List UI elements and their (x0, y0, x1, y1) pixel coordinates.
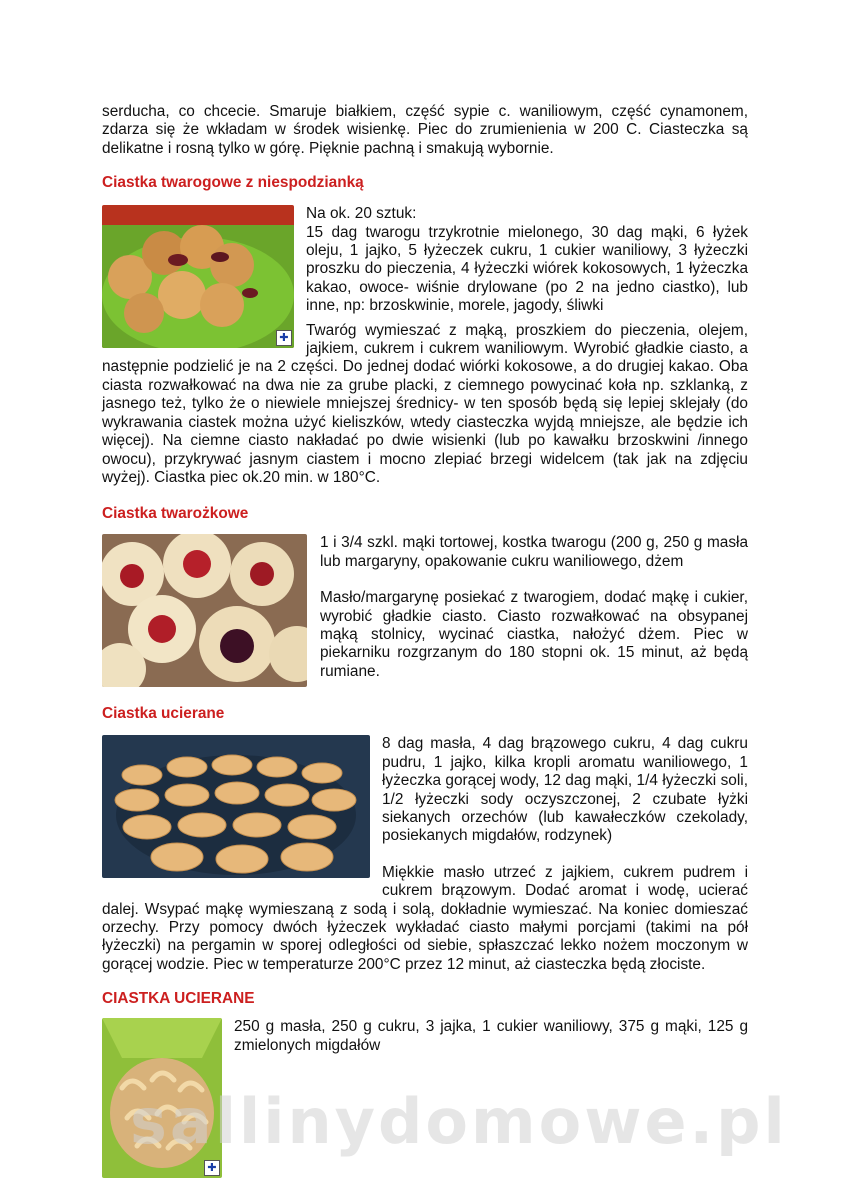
cookie-photo-twarogowe (102, 205, 294, 348)
watermark: sallinydomowe.pl (130, 1085, 788, 1158)
recipe-title: Ciastka ucierane (102, 705, 225, 723)
enlarge-icon: ✚ (276, 330, 292, 346)
enlarge-icon: ✚ (204, 1160, 220, 1176)
cookie-photo-twarozkowe (102, 534, 307, 687)
recipe-method: Masło/margarynę posiekać z twarogiem, dodać mąkę i cukier, wyrobić gładkie ciasto. Ciasto rozwałkować na obsypanej mąką stolnicy, wycinać ciastka, nałożyć dżem. Piec w piekarniku rozgrzanym do 180 stopni ok. 15 minut, aż będą rumiane. (320, 589, 748, 680)
recipe-method: Miękkie masło utrzeć z jajkiem, cukrem pudrem i cukrem brązowym. Dodać aromat i wodę, ucierać dalej. Wsypać mąkę wymieszaną z sodą i solą, dokładnie wymieszać. Na koniec domieszać orzechy. Przy pomocy dwóch łyżeczek wykładać ciasto małymi porcjami (takimi na pół łyżeczki) na pergamin w sporej odległości od siebie, spłaszczać lekko nożem moczonym w gorącej wodzie. Piec w temperaturze 200°C przez 12 minut, aż ciasteczka będą złociste. (102, 863, 748, 973)
cookie-photo-ucierane-2 (102, 1018, 222, 1178)
recipe-ingredients: 1 i 3/4 szkl. mąki tortowej, kostka twarogu (200 g, 250 g masła lub margaryny, opakowanie cukru waniliowego, dżem (320, 534, 748, 570)
recipe-title: Ciastka twarogowe z niespodzianką (102, 174, 364, 192)
recipe-ingredients: 15 dag twarogu trzykrotnie mielonego, 30 dag mąki, 6 łyżek oleju, 1 jajko, 5 łyżeczek cukru, 1 cukier waniliowy, 3 łyżeczki proszku do pieczenia, 4 łyżeczki wiórek kokosowych, 1 łyżeczka kakao, owoce- wiśnie drylowane (po 2 na jedno ciastko), lub inne, np: brzoskwinie, morele, jagody, śliwki (306, 223, 748, 315)
recipe-yield: Na ok. 20 sztuk: (306, 205, 417, 223)
recipe-title: CIASTKA UCIERANE (102, 990, 255, 1008)
document-page (102, 103, 748, 1178)
recipe-method: Twaróg wymieszać z mąką, proszkiem do pieczenia, olejem, jajkiem, cukrem i cukrem waniliowym. Wyrobić gładkie ciasto, a następnie podzielić je na 2 części. Do jednej dodać wiórki kokosowe, a do drugiej kakao. Oba ciasta rozwałkować na dwa nie za grube placki, z ciemnego powycinać koła np. szklanką, z jasnego też, tylko że o niewiele mniejszej średnicy- w ten sposób będą się lepiej sklejały (do wykrawania ciastek można użyć kieliszków, wtedy ciasteczka wyjdą mniejsze, ale będzie ich więcej). Na ciemne ciasto nakładać po dwie wisienki (lub po kawałku brzoskwini /innego owocu), przykrywać jasnym ciastem i mocno zlepiać brzegi widelcem (tak jak na zdjęciu wyżej). Ciastka piec ok.20 min. w 180°C. (102, 321, 748, 486)
recipe-ingredients: 8 dag masła, 4 dag brązowego cukru, 4 dag cukru pudru, 1 jajko, kilka kropli aromatu waniliowego, 1 łyżeczka gorącej wody, 12 dag mąki, 1/4 łyżeczki soli, 1/2 łyżeczki sody oczyszczonej, 2 czubate łyżki siekanych orzechów (lub kawałeczków czekolady, posiekanych migdałów, rodzynek) (382, 735, 748, 845)
recipe-ingredients: 250 g masła, 250 g cukru, 3 jajka, 1 cukier waniliowy, 375 g mąki, 125 g zmielonych migdałów (234, 1018, 748, 1054)
intro-paragraph: serducha, co chcecie. Smaruje białkiem, część sypie c. waniliowym, część cynamonem, zdarza się że wkładam w środek wisienkę. Piec do zrumienienia w 200 C. Ciasteczka są delikatne i rosną tylko w górę. Pięknie pachną i smakują wybornie. (102, 103, 748, 157)
cookie-photo-ucierane (102, 735, 370, 878)
recipe-title: Ciastka twarożkowe (102, 505, 249, 523)
